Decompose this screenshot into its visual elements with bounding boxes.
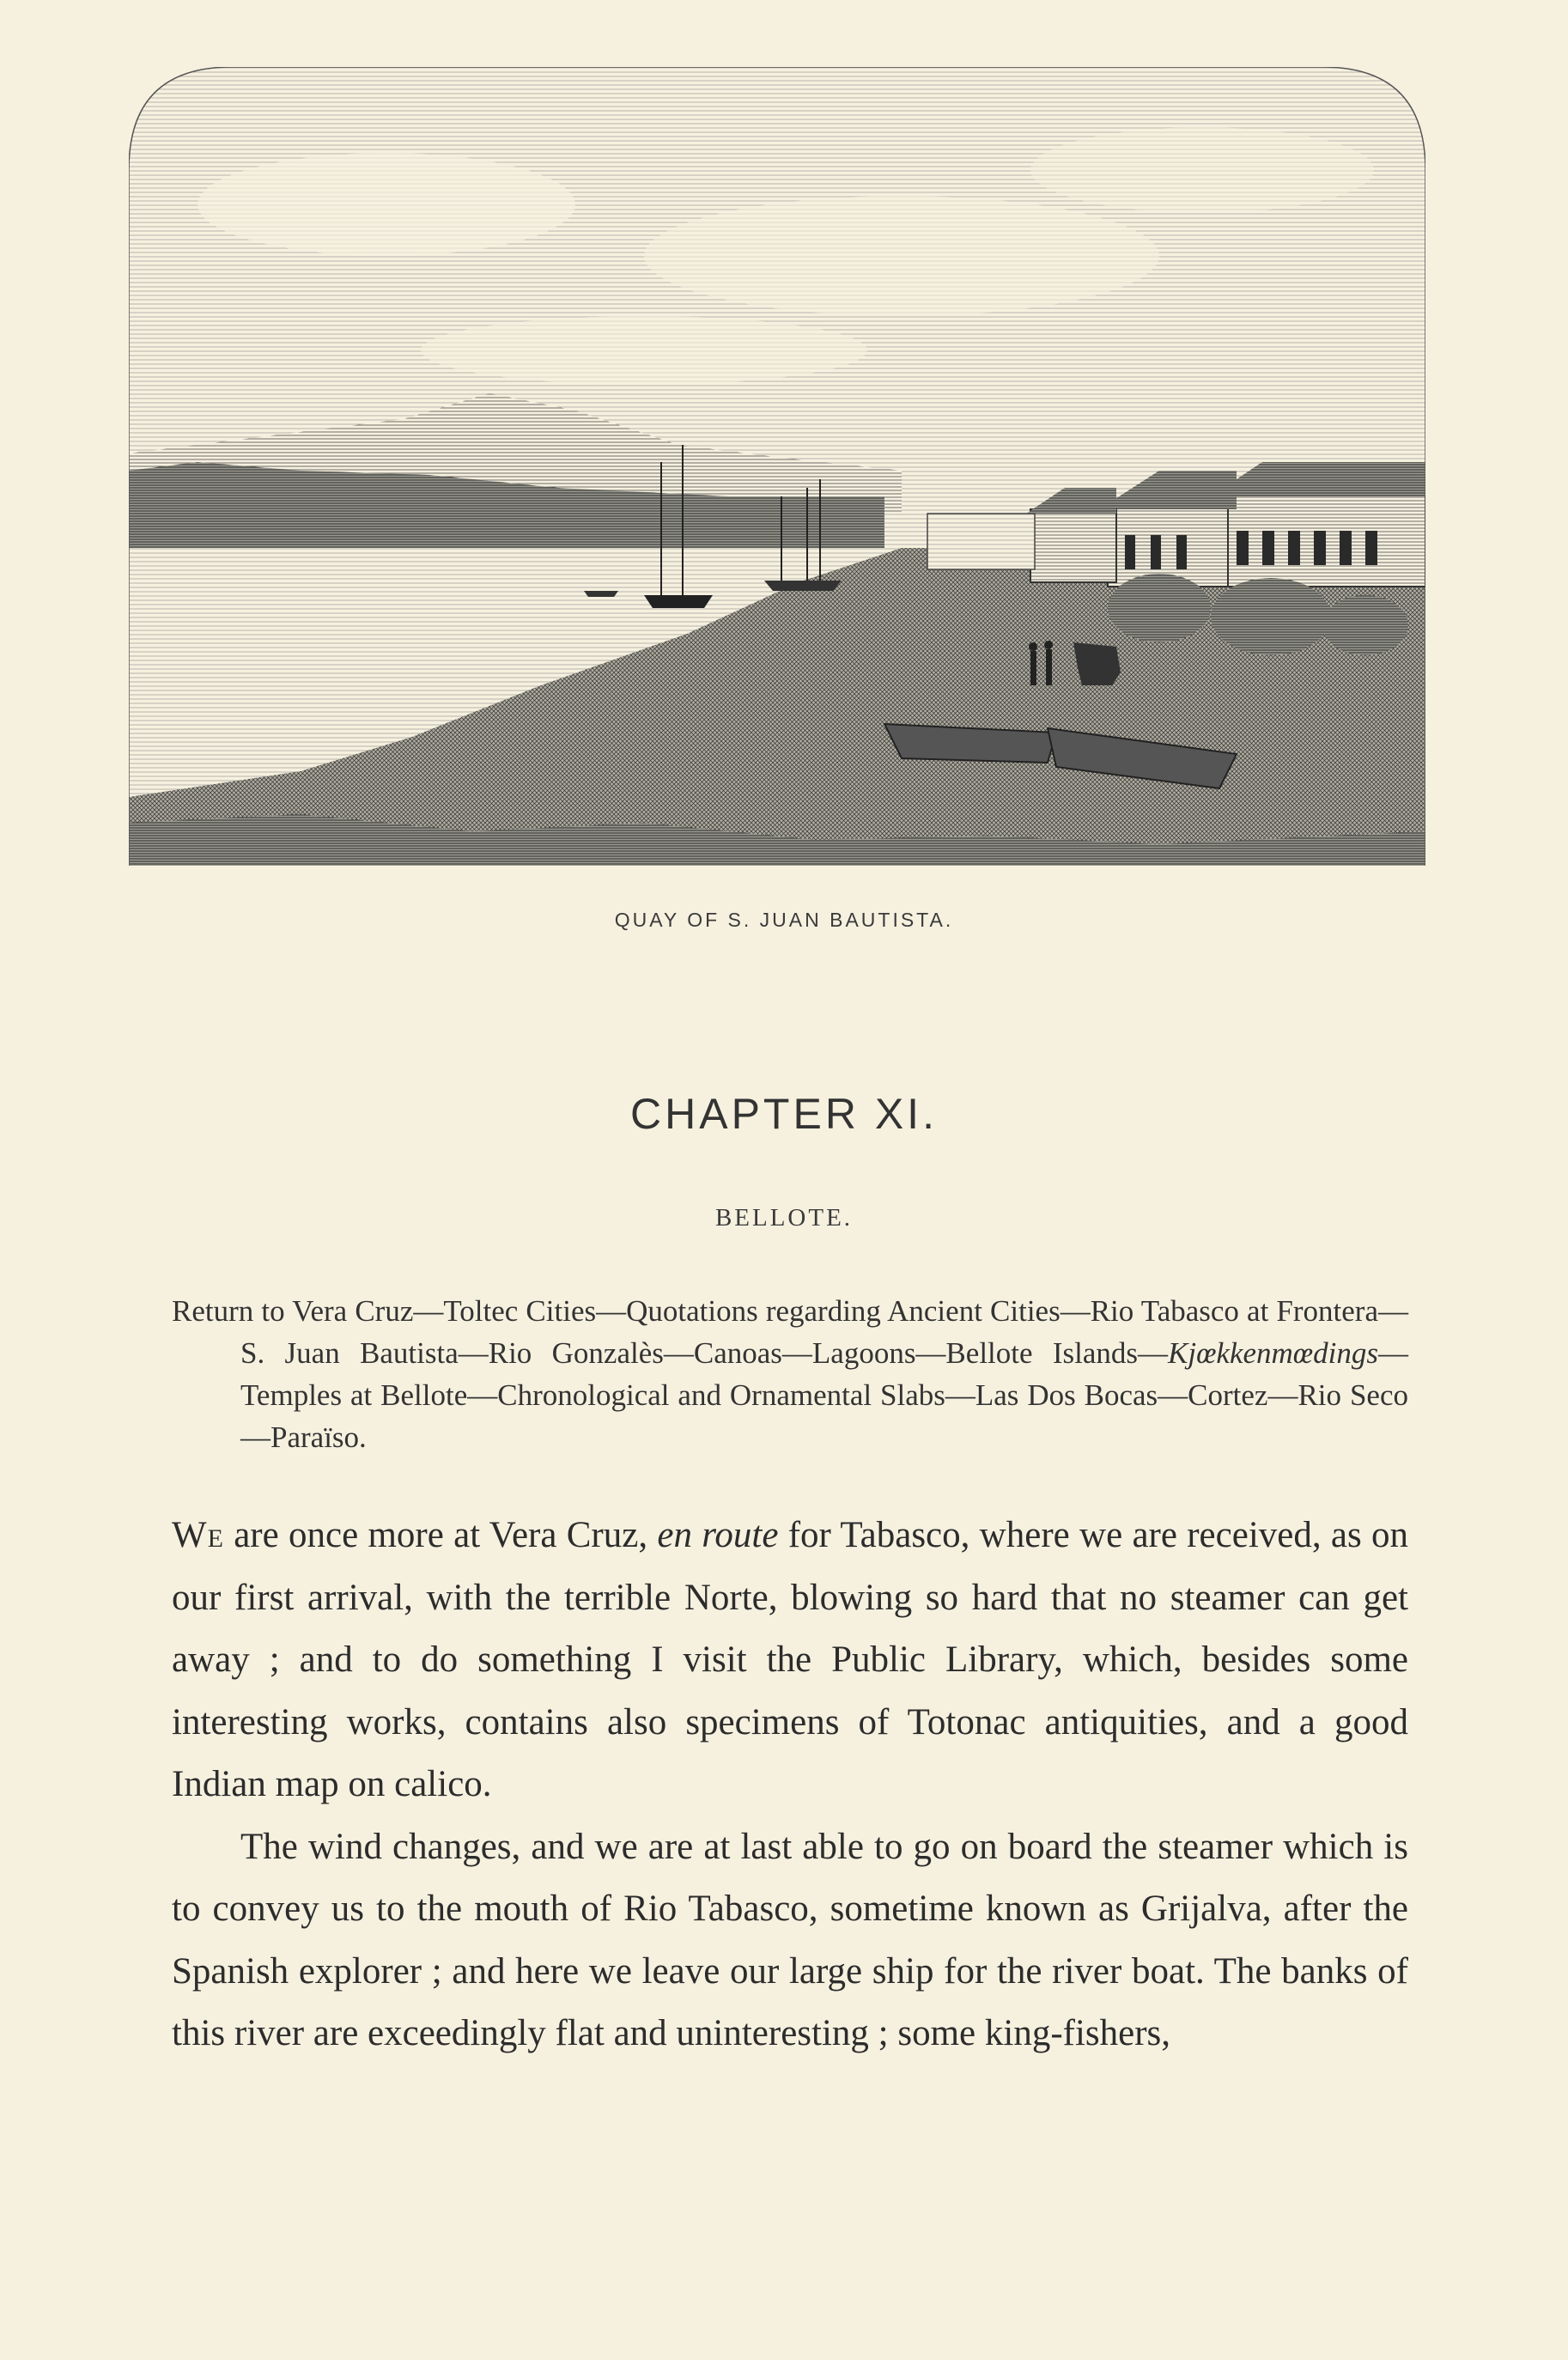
paragraph-1-text-b: for Tabasco, where we are received, as on our first arrival, with the terrible Norte, blowing so hard that no steamer can get away ; and to do something I visit the Public Library, which, besides some interesting works, contains also specimens of Totonac antiquities, and a good Indian map on calico. <box>172 1515 1409 1804</box>
chapter-subtitle: BELLOTE. <box>714 1204 854 1232</box>
engraving-illustration <box>129 67 1425 874</box>
chapter-synopsis <box>172 1290 1408 1458</box>
synopsis-italic-term: Kjœkkenmœdings <box>1168 1336 1378 1370</box>
chapter-title: CHAPTER XI. <box>630 1090 938 1138</box>
body-text <box>172 1505 1408 2065</box>
paragraph-1-italic: en route <box>657 1515 779 1555</box>
paragraph-1-text-a: are once more at Vera Cruz, <box>223 1515 658 1555</box>
paragraph-1 <box>172 1505 1408 1816</box>
paragraph-2: The wind changes, and we are at last able to go on board the steamer which is to convey us to the mouth of Rio Tabasco, sometime known as Grijalva, after the Spanish explorer ; and here we leave our large ship for the river boat. The banks of this river are exceedingly flat and uninteresting ; some king-fishers, <box>172 1826 1408 2053</box>
synopsis-text-1: Return to Vera Cruz—Toltec Cities—Quotations regarding Ancient Cities—Rio Tabasco at Frontera—S. Juan Bautista—Rio Gonzalès—Canoas—Lagoons—Bellote Islands— <box>172 1294 1408 1370</box>
opening-word: We <box>172 1515 224 1555</box>
synopsis-text-2: —Temples at Bellote—Chronological and Ornamental Slabs—Las Dos Bocas—Cortez—Rio Seco—Paraïso. <box>240 1336 1408 1454</box>
illustration-caption: QUAY OF S. JUAN BAUTISTA. <box>614 909 954 931</box>
